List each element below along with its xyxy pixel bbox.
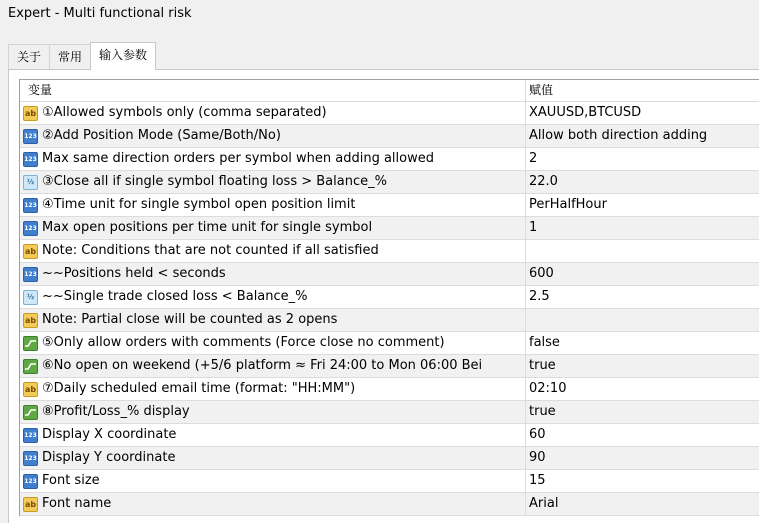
grid-header <box>20 80 759 102</box>
parameter-row[interactable] <box>20 378 759 401</box>
parameter-name-cell <box>20 355 526 377</box>
parameter-row[interactable] <box>20 217 759 240</box>
column-header-variable[interactable]: 变量 <box>20 80 526 101</box>
parameter-name-cell <box>20 286 526 308</box>
parameter-name: ⑧Profit/Loss_% display <box>42 404 190 419</box>
parameter-name-cell <box>20 378 526 400</box>
parameter-name-cell <box>20 148 526 170</box>
bool-type-icon <box>23 405 38 420</box>
parameter-name: ⑦Daily scheduled email time (format: "HH:MM") <box>42 381 356 396</box>
parameter-row[interactable] <box>20 447 759 470</box>
parameter-name-cell <box>20 102 526 124</box>
parameter-value-cell[interactable] <box>526 240 759 262</box>
parameter-row[interactable] <box>20 493 759 516</box>
parameter-name-cell <box>20 194 526 216</box>
parameter-row[interactable] <box>20 401 759 424</box>
parameter-name: Font size <box>42 473 100 488</box>
parameter-row[interactable] <box>20 355 759 378</box>
parameter-name: Max open positions per time unit for single symbol <box>42 220 373 235</box>
integer-type-icon: 123 <box>23 267 38 282</box>
string-type-icon: ab <box>23 382 38 397</box>
parameter-row[interactable] <box>20 424 759 447</box>
parameter-row[interactable] <box>20 263 759 286</box>
parameter-value-cell[interactable]: true <box>526 401 759 423</box>
integer-type-icon: 123 <box>23 221 38 236</box>
parameter-name-cell <box>20 493 526 515</box>
parameters-grid <box>19 79 759 516</box>
tab-about[interactable]: 关于 <box>8 44 50 69</box>
inputs-panel <box>8 69 759 523</box>
parameter-name: Font name <box>42 496 112 511</box>
parameter-name: ~~Single trade closed loss < Balance_% <box>42 289 308 304</box>
double-type-icon: ½ <box>23 290 38 305</box>
parameter-name-cell <box>20 217 526 239</box>
parameter-value-cell[interactable]: 15 <box>529 473 546 488</box>
parameter-name: ⑤Only allow orders with comments (Force close no comment) <box>42 335 445 350</box>
parameter-name-cell <box>20 125 526 147</box>
parameter-row[interactable] <box>20 194 759 217</box>
parameter-name-cell <box>20 401 526 423</box>
parameter-value-cell[interactable]: 600 <box>526 263 759 285</box>
parameter-value-cell[interactable]: true <box>526 355 759 377</box>
parameter-name: Note: Partial close will be counted as 2 opens <box>42 312 338 327</box>
parameter-value-cell[interactable] <box>526 309 759 331</box>
parameter-row[interactable] <box>20 470 759 493</box>
parameter-value-cell[interactable]: 2 <box>529 151 538 166</box>
parameter-row[interactable] <box>20 102 759 125</box>
parameter-value-cell[interactable]: Arial <box>526 493 759 515</box>
parameter-name: ①Allowed symbols only (comma separated) <box>42 105 327 120</box>
parameter-value-cell[interactable]: 90 <box>526 447 759 469</box>
parameter-name: ③Close all if single symbol floating loss > Balance_% <box>42 174 387 189</box>
double-type-icon: ½ <box>23 175 38 190</box>
grid-rows <box>20 102 759 516</box>
window-title: Expert - Multi functional risk <box>8 6 192 21</box>
integer-type-icon: 123 <box>23 451 38 466</box>
parameter-name-cell <box>20 171 526 193</box>
parameter-row[interactable] <box>20 148 759 171</box>
parameter-value-cell[interactable]: PerHalfHour <box>529 197 607 212</box>
parameter-value-cell[interactable]: 02:10 <box>529 381 567 396</box>
parameter-row[interactable] <box>20 332 759 355</box>
parameter-row[interactable] <box>20 240 759 263</box>
parameter-name-cell <box>20 332 526 354</box>
parameter-name-cell <box>20 447 526 469</box>
parameter-name: ④Time unit for single symbol open position limit <box>42 197 356 212</box>
parameter-value-cell[interactable]: false <box>529 335 560 350</box>
parameter-value-cell[interactable]: 60 <box>529 427 546 442</box>
string-type-icon: ab <box>23 313 38 328</box>
integer-type-icon: 123 <box>23 152 38 167</box>
parameter-row[interactable] <box>20 171 759 194</box>
parameter-name-cell <box>20 240 526 262</box>
parameter-row[interactable] <box>20 125 759 148</box>
parameter-name: ②Add Position Mode (Same/Both/No) <box>42 128 281 143</box>
parameter-row[interactable] <box>20 309 759 332</box>
string-type-icon: ab <box>23 497 38 512</box>
tab-inputs[interactable]: 输入参数 <box>90 42 156 70</box>
parameter-name: Max same direction orders per symbol when adding allowed <box>42 151 434 166</box>
integer-type-icon: 123 <box>23 198 38 213</box>
parameter-name-cell <box>20 470 526 492</box>
bool-type-icon <box>23 336 38 351</box>
parameter-row[interactable] <box>20 286 759 309</box>
parameter-value-cell[interactable]: XAUUSD,BTCUSD <box>529 105 642 120</box>
parameter-value-cell[interactable]: 2.5 <box>529 289 550 304</box>
parameter-name: Note: Conditions that are not counted if all satisfied <box>42 243 379 258</box>
parameter-value-cell[interactable]: 1 <box>526 217 759 239</box>
string-type-icon: ab <box>23 244 38 259</box>
column-header-value[interactable]: 赋值 <box>529 83 554 97</box>
parameter-name: ⑥No open on weekend (+5/6 platform ≈ Fri 24:00 to Mon 06:00 Bei <box>42 358 483 373</box>
parameter-name: Display Y coordinate <box>42 450 176 465</box>
parameter-name-cell <box>20 309 526 331</box>
parameter-name-cell <box>20 424 526 446</box>
bool-type-icon <box>23 359 38 374</box>
integer-type-icon: 123 <box>23 129 38 144</box>
parameter-value-cell[interactable]: Allow both direction adding <box>526 125 759 147</box>
integer-type-icon: 123 <box>23 428 38 443</box>
parameter-value-cell[interactable]: 22.0 <box>526 171 759 193</box>
tab-bar <box>8 42 156 68</box>
parameter-name: Display X coordinate <box>42 427 177 442</box>
integer-type-icon: 123 <box>23 474 38 489</box>
tab-common[interactable]: 常用 <box>49 44 91 69</box>
parameter-name-cell <box>20 263 526 285</box>
string-type-icon: ab <box>23 106 38 121</box>
parameter-name: ~~Positions held < seconds <box>42 266 226 281</box>
